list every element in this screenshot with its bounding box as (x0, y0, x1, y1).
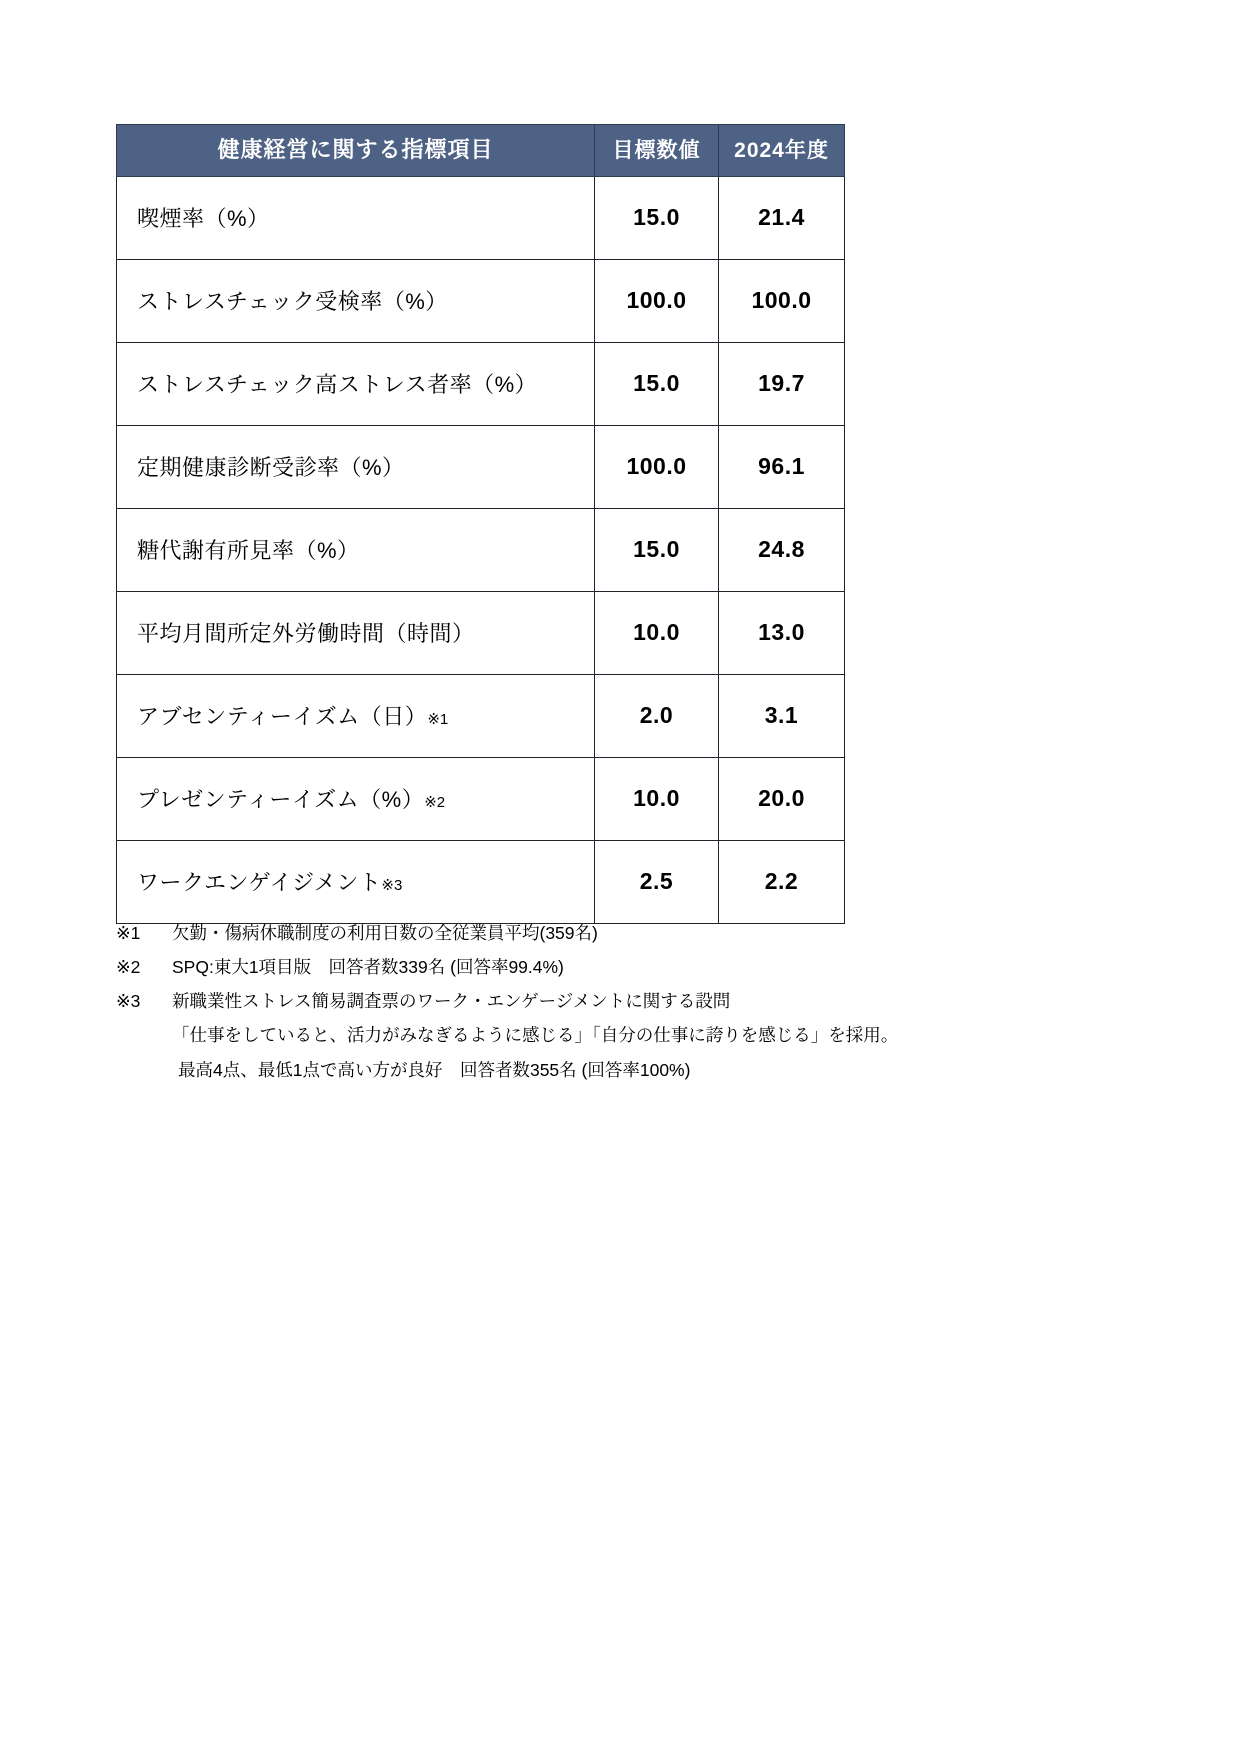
footnote-3 (116, 984, 1126, 1018)
cell-item (117, 425, 595, 508)
cell-item (117, 840, 595, 923)
table-row (117, 757, 845, 840)
table-row (117, 508, 845, 591)
cell-item (117, 674, 595, 757)
cell-year: 19.7 (719, 342, 845, 425)
cell-target: 2.0 (595, 674, 719, 757)
cell-item (117, 508, 595, 591)
item-footnote-mark: ※1 (427, 711, 449, 729)
table-body (117, 176, 845, 923)
item-label: 喫煙率（%） (137, 206, 270, 232)
column-header-target: 目標数値 (595, 125, 719, 177)
cell-target: 100.0 (595, 425, 719, 508)
table-row (117, 259, 845, 342)
cell-item (117, 176, 595, 259)
item-label: 平均月間所定外労働時間（時間） (137, 621, 475, 647)
cell-year: 24.8 (719, 508, 845, 591)
cell-year: 100.0 (719, 259, 845, 342)
cell-target: 15.0 (595, 508, 719, 591)
cell-item (117, 259, 595, 342)
table-row (117, 342, 845, 425)
cell-year: 2.2 (719, 840, 845, 923)
cell-target: 15.0 (595, 176, 719, 259)
footnote-1 (116, 916, 1126, 950)
item-label: アブセンティーイズム（日） (137, 704, 428, 730)
cell-year: 13.0 (719, 591, 845, 674)
indicators-table-container (116, 124, 844, 924)
table-header-row (117, 125, 845, 177)
cell-target: 10.0 (595, 591, 719, 674)
cell-target: 10.0 (595, 757, 719, 840)
item-label: 定期健康診断受診率（%） (137, 455, 405, 481)
item-label: 糖代謝有所見率（%） (137, 538, 360, 564)
column-header-year: 2024年度 (719, 125, 845, 177)
item-footnote-mark: ※2 (424, 794, 446, 812)
table-row (117, 176, 845, 259)
cell-target: 2.5 (595, 840, 719, 923)
cell-target: 100.0 (595, 259, 719, 342)
cell-item (117, 757, 595, 840)
item-label: ワークエンゲイジメント (137, 870, 382, 896)
column-header-item: 健康経営に関する指標項目 (117, 125, 595, 177)
footnote-2 (116, 950, 1126, 984)
cell-item (117, 591, 595, 674)
footnote-3-detail-line-2: 最高4点、最低1点で高い方が良好 回答者数355名 (回答率100%) (178, 1059, 691, 1080)
footnote-1-mark: ※1 (116, 923, 141, 943)
table-row (117, 591, 845, 674)
table-row (117, 674, 845, 757)
cell-year: 20.0 (719, 757, 845, 840)
footnote-1-text: 欠勤・傷病休職制度の利用日数の全従業員平均(359名) (172, 923, 598, 943)
cell-year: 21.4 (719, 176, 845, 259)
footnote-2-text: SPQ:東大1項目版 回答者数339名 (回答率99.4%) (172, 957, 564, 978)
item-footnote-mark: ※3 (381, 877, 403, 895)
table-row (117, 425, 845, 508)
item-label: プレゼンティーイズム（%） (137, 787, 425, 813)
footnote-3-detail-line-1: 「仕事をしていると、活力がみなぎるように感じる」「自分の仕事に誇りを感じる」を採用。 (172, 1025, 899, 1046)
table-row (117, 840, 845, 923)
cell-item (117, 342, 595, 425)
item-label: ストレスチェック受検率（%） (137, 289, 448, 315)
footnote-3-text: 新職業性ストレス簡易調査票のワーク・エンゲージメントに関する設問 (172, 991, 731, 1012)
health-management-indicators-table (116, 124, 845, 924)
item-label: ストレスチェック高ストレス者率（%） (137, 372, 538, 398)
table-header (117, 125, 845, 177)
cell-year: 3.1 (719, 674, 845, 757)
cell-target: 15.0 (595, 342, 719, 425)
footnotes (116, 916, 1126, 1087)
footnote-3-mark: ※3 (116, 991, 141, 1012)
cell-year: 96.1 (719, 425, 845, 508)
footnote-2-mark: ※2 (116, 957, 141, 978)
